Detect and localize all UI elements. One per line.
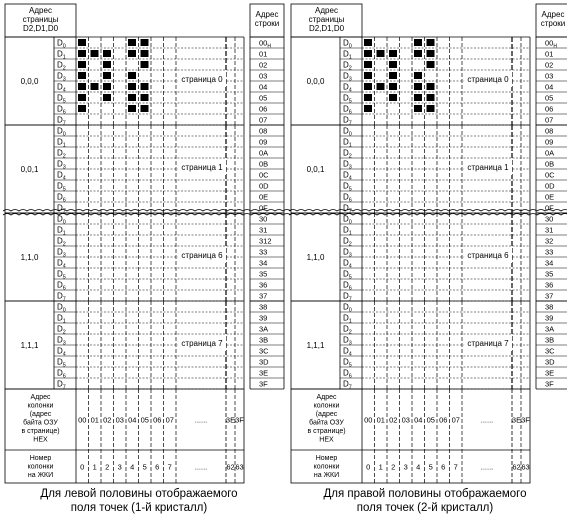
page-address-header-line-3: D2,D1,D0 [22, 24, 59, 33]
row-address: 32 [545, 236, 554, 246]
bit-label-d5: $D_5$ [57, 357, 66, 369]
tear-edge-bottom [3, 214, 291, 216]
bit-label-d1: $D_1$ [57, 225, 66, 237]
page-address-header-line-3: D2,D1,D0 [308, 24, 345, 33]
column-address-label: байта ОЗУ [23, 419, 58, 427]
bit-label-d2: $D_2$ [343, 60, 352, 72]
row-address: 03 [545, 71, 554, 81]
page-name-1: страница 1 [467, 163, 509, 172]
bit-label-d4: $D_4$ [343, 170, 352, 182]
column-address-label: HEX [319, 436, 334, 444]
row-address: 30 [545, 214, 554, 224]
lit-pixel [364, 72, 372, 79]
bit-label-d7: $D_7$ [57, 291, 66, 303]
row-address: 02 [259, 60, 268, 70]
bit-label-d7: $D_7$ [343, 291, 352, 303]
row-address: $00_H$ [259, 38, 271, 50]
bit-label-d6: $D_6$ [343, 104, 352, 116]
lit-pixel [414, 94, 422, 101]
row-address: 0F [545, 203, 554, 213]
column-number-label: колонки [313, 463, 340, 471]
lit-pixel [389, 50, 397, 57]
row-address: 3B [545, 335, 555, 345]
torn-break [289, 210, 567, 216]
column-address-value: ...... [194, 415, 208, 425]
row-address: 31 [259, 225, 268, 235]
column-address-value: 03 [115, 415, 124, 425]
bit-label-d5: $D_5$ [343, 93, 352, 105]
bit-label-d0: $D_0$ [343, 214, 352, 226]
bit-label-d2: $D_2$ [57, 236, 66, 248]
column-number-value: 4 [416, 462, 421, 472]
lit-pixel [141, 50, 149, 57]
column-address-value: 00 [78, 415, 87, 425]
lit-pixel [414, 39, 422, 46]
column-address-label: байта ОЗУ [309, 419, 344, 427]
left-caption-line-1: Для левой половины отображаемого [40, 488, 238, 500]
bit-label-d7: $D_7$ [343, 203, 352, 215]
lit-pixel [128, 105, 136, 112]
column-number-value: 4 [130, 462, 135, 472]
column-address-value: 06 [153, 415, 162, 425]
column-number-value: 62 [226, 462, 235, 472]
column-address-table [5, 389, 244, 483]
bit-label-d1: $D_1$ [343, 137, 352, 149]
column-address-value: 07 [451, 415, 460, 425]
bit-label-d0: $D_0$ [57, 214, 66, 226]
column-address-value: 3E [511, 415, 522, 425]
lit-pixel [364, 61, 372, 68]
row-address: 09 [259, 137, 268, 147]
lit-pixel [427, 94, 435, 101]
column-address-value: 02 [103, 415, 112, 425]
row-address: 06 [545, 104, 554, 114]
row-address: 0B [259, 159, 269, 169]
torn-break [3, 210, 291, 216]
column-number-label: на ЖКИ [27, 472, 54, 479]
lit-pixel [364, 83, 372, 90]
lit-pixel [427, 105, 435, 112]
page-block-1 [291, 125, 567, 215]
row-address: 31 [545, 225, 554, 235]
column-number-value: 0 [80, 462, 85, 472]
row-address: 3A [259, 324, 269, 334]
column-number-value: ...... [194, 462, 208, 472]
row-address: 35 [259, 269, 268, 279]
page-label-0: 0,0,0 [20, 77, 39, 86]
page-address-header-line-2: страницы [308, 15, 345, 24]
page-label-1: 0,0,1 [20, 165, 39, 174]
row-address: 35 [545, 269, 554, 279]
column-number-value: 6 [441, 462, 446, 472]
column-address-label: в странице) [307, 428, 346, 435]
row-address: 3F [259, 379, 268, 389]
bit-label-d5: $D_5$ [57, 269, 66, 281]
row-address: 0C [545, 170, 555, 180]
right-panel [289, 4, 567, 483]
lit-pixel [128, 50, 136, 57]
bit-label-d0: $D_0$ [343, 302, 352, 314]
column-address-label: в странице) [21, 428, 60, 435]
column-number-value: 7 [453, 462, 458, 472]
bit-label-d3: $D_3$ [57, 159, 66, 171]
bit-label-d3: $D_3$ [343, 159, 352, 171]
page-block-3 [5, 301, 284, 391]
column-address-value: 3F [235, 415, 244, 425]
bit-label-d0: $D_0$ [343, 38, 352, 50]
page-block-0 [291, 37, 567, 127]
page-label-0: 0,0,0 [306, 77, 325, 86]
row-address: 01 [259, 49, 268, 59]
lit-pixel [141, 105, 149, 112]
bit-label-d2: $D_2$ [343, 236, 352, 248]
page-name-0: страница 0 [181, 75, 223, 84]
lit-pixel [78, 61, 86, 68]
row-address: 39 [545, 313, 554, 323]
page-label-3: 1,1,1 [20, 341, 39, 350]
bit-label-d0: $D_0$ [343, 126, 352, 138]
row-address: 0F [259, 203, 268, 213]
page-address-header-line-1: Адрес [315, 6, 338, 15]
lit-pixel [414, 83, 422, 90]
lit-pixel [427, 39, 435, 46]
lit-pixel [103, 72, 111, 79]
row-address: 0E [259, 192, 269, 202]
column-address-label: (адрес [315, 411, 338, 418]
column-number-label: колонки [27, 463, 54, 471]
right-caption-line-1: Для правой половины отображаемого [323, 488, 527, 500]
lit-pixel [128, 94, 136, 101]
row-address: 02 [545, 60, 554, 70]
bit-label-d4: $D_4$ [343, 346, 352, 358]
column-number-value: 2 [105, 462, 110, 472]
column-address-label: HEX [33, 436, 48, 444]
row-address: 05 [545, 93, 554, 103]
bit-label-d2: $D_2$ [57, 60, 66, 72]
lit-pixel [377, 83, 385, 90]
row-address-header-line-2: строки [540, 19, 566, 28]
page-name-3: страница 7 [181, 339, 223, 348]
bit-label-d7: $D_7$ [343, 115, 352, 127]
lit-pixel [103, 61, 111, 68]
left-caption-line-2: поля точек (1-й кристалл) [70, 502, 208, 514]
row-address: 03 [259, 71, 268, 81]
column-number-value: 0 [366, 462, 371, 472]
column-address-label: колонки [27, 402, 54, 410]
lit-pixel [364, 50, 372, 57]
row-address: 0D [259, 181, 269, 191]
bit-label-d3: $D_3$ [57, 335, 66, 347]
bit-label-d6: $D_6$ [343, 368, 352, 380]
row-address: $00_H$ [545, 38, 557, 50]
bit-label-d0: $D_0$ [57, 38, 66, 50]
column-number-label: Номер [29, 455, 52, 462]
page-block-3 [291, 301, 567, 391]
row-address: 3D [545, 357, 555, 367]
lit-pixel [389, 94, 397, 101]
lit-pixel [141, 39, 149, 46]
lit-pixel [141, 94, 149, 101]
lit-pixel [427, 83, 435, 90]
lit-pixel [427, 61, 435, 68]
lit-pixel [427, 50, 435, 57]
row-address: 33 [545, 247, 554, 257]
column-number-value: 2 [391, 462, 396, 472]
bit-label-d1: $D_1$ [57, 49, 66, 61]
left-panel [3, 4, 291, 483]
column-address-value: 01 [90, 415, 99, 425]
column-address-label: колонки [313, 402, 340, 410]
row-address-header-line-1: Адрес [255, 10, 279, 19]
page-label-2: 1,1,0 [20, 253, 39, 262]
row-address: 01 [545, 49, 554, 59]
page-address-header-line-2: страницы [22, 15, 59, 24]
bit-label-d5: $D_5$ [57, 181, 66, 193]
lit-pixel [141, 83, 149, 90]
page-name-0: страница 0 [467, 75, 509, 84]
bit-label-d4: $D_4$ [57, 82, 66, 94]
row-address: 0A [545, 148, 555, 158]
column-address-value: 05 [426, 415, 435, 425]
bit-label-d6: $D_6$ [57, 104, 66, 116]
row-address: 08 [545, 126, 554, 136]
bit-label-d6: $D_6$ [57, 280, 66, 292]
bit-label-d1: $D_1$ [57, 313, 66, 325]
row-address: 08 [259, 126, 268, 136]
bit-label-d4: $D_4$ [343, 258, 352, 270]
column-number-value: ...... [480, 462, 494, 472]
bit-label-d5: $D_5$ [57, 93, 66, 105]
page-address-header-line-1: Адрес [29, 6, 52, 15]
lit-pixel [103, 83, 111, 90]
row-address: 3B [259, 335, 269, 345]
lit-pixel [78, 72, 86, 79]
column-number-value: 63 [521, 462, 530, 472]
row-address: 36 [545, 280, 554, 290]
column-address-value: 3F [521, 415, 530, 425]
bit-label-d7: $D_7$ [343, 379, 352, 391]
column-number-value: 3 [117, 462, 122, 472]
page-name-2: страница 6 [467, 251, 509, 260]
bit-label-d0: $D_0$ [57, 126, 66, 138]
lit-pixel [414, 50, 422, 57]
row-address: 3A [545, 324, 555, 334]
lit-pixel [78, 83, 86, 90]
column-address-value: 04 [414, 415, 423, 425]
bit-label-d3: $D_3$ [343, 335, 352, 347]
bit-label-d6: $D_6$ [343, 192, 352, 204]
lit-pixel [364, 105, 372, 112]
bit-label-d1: $D_1$ [343, 313, 352, 325]
row-address: 39 [259, 313, 268, 323]
row-address: 04 [259, 82, 268, 92]
column-number-label: Номер [315, 455, 338, 462]
bit-label-d6: $D_6$ [57, 192, 66, 204]
lit-pixel [128, 83, 136, 90]
row-address: 30 [259, 214, 268, 224]
bit-label-d1: $D_1$ [343, 225, 352, 237]
row-address: 34 [259, 258, 268, 268]
page-block-1 [5, 125, 284, 215]
bit-label-d5: $D_5$ [343, 181, 352, 193]
column-number-label: на ЖКИ [313, 472, 340, 479]
row-address: 38 [545, 302, 554, 312]
lit-pixel [103, 94, 111, 101]
lit-pixel [141, 61, 149, 68]
bit-label-d3: $D_3$ [57, 71, 66, 83]
bit-label-d7: $D_7$ [57, 203, 66, 215]
column-address-value: 02 [389, 415, 398, 425]
page-block-2 [291, 213, 567, 303]
bit-label-d5: $D_5$ [343, 357, 352, 369]
page-name-2: страница 6 [181, 251, 223, 260]
lit-pixel [78, 50, 86, 57]
right-caption-line-2: поля точек (2-й кристалл) [356, 502, 494, 514]
column-number-value: 6 [155, 462, 160, 472]
row-address: 0D [545, 181, 555, 191]
lit-pixel [91, 83, 99, 90]
lit-pixel [128, 72, 136, 79]
column-number-value: 1 [92, 462, 97, 472]
row-address: 0C [259, 170, 269, 180]
column-number-value: 3 [403, 462, 408, 472]
lit-pixel [103, 50, 111, 57]
column-address-label: Адрес [316, 394, 337, 401]
page-block-0 [5, 37, 284, 127]
lit-pixel [78, 39, 86, 46]
lit-pixel [389, 61, 397, 68]
page-label-3: 1,1,1 [306, 341, 325, 350]
lit-pixel [78, 105, 86, 112]
column-number-value: 63 [235, 462, 244, 472]
column-address-value: 04 [128, 415, 137, 425]
column-address-value: 00 [364, 415, 373, 425]
column-address-value: 03 [401, 415, 410, 425]
lit-pixel [128, 39, 136, 46]
tear-edge-top [289, 210, 567, 212]
tear-edge-top [3, 210, 291, 212]
column-address-value: 05 [140, 415, 149, 425]
row-address: 05 [259, 93, 268, 103]
lit-pixel [389, 83, 397, 90]
column-address-label: (адрес [29, 411, 52, 418]
column-address-value: 01 [376, 415, 385, 425]
bit-label-d3: $D_3$ [343, 247, 352, 259]
bit-label-d6: $D_6$ [57, 368, 66, 380]
bit-label-d2: $D_2$ [57, 324, 66, 336]
column-address-table [291, 389, 530, 483]
column-address-value: ...... [480, 415, 494, 425]
bit-label-d5: $D_5$ [343, 269, 352, 281]
lit-pixel [377, 50, 385, 57]
column-number-value: 5 [428, 462, 433, 472]
row-address-header-line-1: Адрес [541, 10, 565, 19]
lit-pixel [91, 50, 99, 57]
bit-label-d2: $D_2$ [343, 324, 352, 336]
lit-pixel [389, 72, 397, 79]
row-address: 37 [259, 291, 268, 301]
page-label-2: 1,1,0 [306, 253, 325, 262]
column-number-value: 7 [167, 462, 172, 472]
lit-pixel [364, 39, 372, 46]
column-address-value: 06 [439, 415, 448, 425]
column-address-value: 07 [165, 415, 174, 425]
bit-label-d2: $D_2$ [57, 148, 66, 160]
row-address: 33 [259, 247, 268, 257]
row-address: 34 [545, 258, 554, 268]
row-address: 38 [259, 302, 268, 312]
lit-pixel [414, 105, 422, 112]
page-label-1: 0,0,1 [306, 165, 325, 174]
bit-label-d4: $D_4$ [57, 170, 66, 182]
bit-label-d4: $D_4$ [57, 346, 66, 358]
row-address: 37 [545, 291, 554, 301]
column-number-value: 1 [378, 462, 383, 472]
row-address: 3C [259, 346, 269, 356]
column-number-value: 62 [512, 462, 521, 472]
row-address: 07 [259, 115, 268, 125]
row-address: 3C [545, 346, 555, 356]
lit-pixel [364, 94, 372, 101]
row-address: 0A [259, 148, 269, 158]
bit-label-d3: $D_3$ [343, 71, 352, 83]
bit-label-d6: $D_6$ [343, 280, 352, 292]
bit-label-d1: $D_1$ [57, 137, 66, 149]
column-address-value: 3E [225, 415, 236, 425]
row-address-header-line-2: строки [254, 19, 280, 28]
left-caption [14, 487, 264, 515]
bit-label-d3: $D_3$ [57, 247, 66, 259]
lit-pixel [78, 94, 86, 101]
row-address: 06 [259, 104, 268, 114]
row-address: 0B [545, 159, 555, 169]
row-address: 312 [259, 236, 272, 246]
bit-label-d4: $D_4$ [343, 82, 352, 94]
row-address: 3F [545, 379, 554, 389]
row-address: 3E [259, 368, 269, 378]
page-name-3: страница 7 [467, 339, 509, 348]
bit-label-d0: $D_0$ [57, 302, 66, 314]
bit-label-d2: $D_2$ [343, 148, 352, 160]
column-address-label: Адрес [30, 394, 51, 401]
row-address: 0E [545, 192, 555, 202]
row-address: 07 [545, 115, 554, 125]
column-number-value: 5 [142, 462, 147, 472]
lit-pixel [414, 72, 422, 79]
row-address: 3D [259, 357, 269, 367]
tear-edge-bottom [289, 214, 567, 216]
right-caption [300, 487, 550, 515]
row-address: 3E [545, 368, 555, 378]
bit-label-d4: $D_4$ [57, 258, 66, 270]
bit-label-d7: $D_7$ [57, 379, 66, 391]
page-block-2 [5, 213, 284, 303]
page-name-1: страница 1 [181, 163, 223, 172]
bit-label-d1: $D_1$ [343, 49, 352, 61]
row-address: 04 [545, 82, 554, 92]
bit-label-d7: $D_7$ [57, 115, 66, 127]
row-address: 09 [545, 137, 554, 147]
row-address: 36 [259, 280, 268, 290]
